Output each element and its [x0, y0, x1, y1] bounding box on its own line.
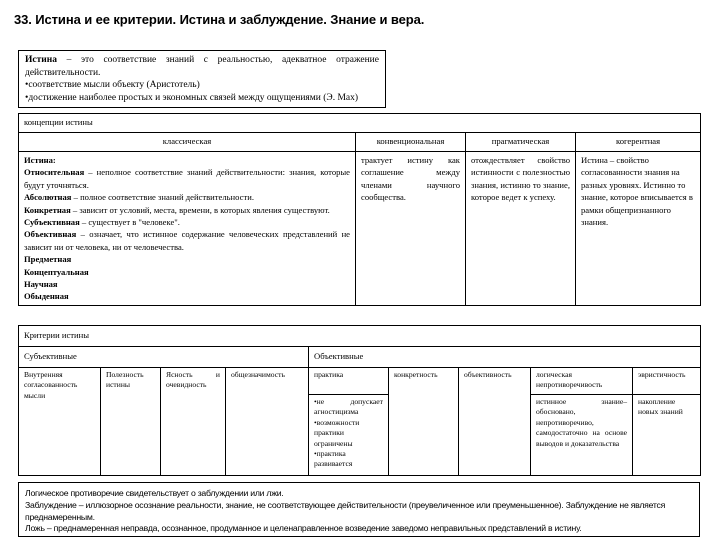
note-lie: Ложь – преднамеренная неправда, осознанное, продуманное и целенаправленное возведение заведомо неправильных представлений в истину.: [25, 523, 582, 534]
truth-definition-box: [18, 50, 386, 108]
concepts-header: концепции истины: [19, 114, 701, 133]
column-header-coherent: когерентная: [576, 133, 701, 152]
column-header-classical: классическая: [19, 133, 356, 152]
subjective-criteria-label: Субъективные: [19, 347, 309, 368]
truth-type-item: Конкретная – зависит от условий, места, времени, в которых явления существуют.: [24, 204, 330, 215]
page-title: 33. Истина и ее критерии. Истина и заблуждение. Знание и вера.: [14, 12, 425, 27]
note-contradiction: Логическое противоречие свидетельствует о заблуждении или лжи.: [25, 488, 284, 498]
criteria-header: Критерии истины: [19, 326, 701, 347]
truth-type-item: Концептуальная: [24, 266, 89, 277]
criterion-general-validity: общезначимость: [226, 368, 309, 476]
criterion-usefulness: Полезность истины: [101, 368, 161, 476]
conventional-cell: трактует истину как соглашение между членами научного сообщества.: [356, 152, 466, 306]
classical-cell: [19, 152, 356, 306]
column-header-pragmatic: прагматическая: [466, 133, 576, 152]
column-header-conventional: конвенциональная: [356, 133, 466, 152]
truth-type-item: Предметная: [24, 254, 72, 265]
heuristic-note: накопление новых знаний: [633, 395, 701, 476]
truth-type-item: Субъективная – существует в "человеке".: [24, 217, 180, 228]
criterion-objectivity: объективность: [459, 368, 531, 476]
truth-type-item: Объективная – означает, что истинное содержание человеческих представлений не зависит ни от человека, ни от человечества.: [24, 229, 350, 252]
definition-text: – это соответствие знаний с реальностью, адекватное отражение действительности.: [25, 55, 379, 78]
logic-note: истинное знание– обосновано, непротиворечиво, самодостаточно на основе выводов и доказательства: [531, 395, 633, 476]
criterion-clarity: Ясность и очевидность: [161, 368, 226, 476]
pragmatic-cell: отождествляет свойство истинности с полезностью знания, истинно то знание, которое ведет к успеху.: [466, 152, 576, 306]
objective-criteria-label: Объективные: [309, 347, 701, 368]
note-error: Заблуждение – иллюзорное осознание реальности, знание, не соответствующее действительности (преувеличенное или преуменьшенное). Заблуждение не является преднамеренным.: [25, 499, 666, 522]
definition-line: [25, 54, 379, 79]
error-and-lie-notes: [18, 482, 700, 537]
criterion-heuristic: эвристичность: [633, 368, 701, 395]
definition-bullet: •достижение наиболее простых и экономных связей между ощущениями (Э. Мах): [25, 92, 359, 103]
criterion-practice: практика: [309, 368, 389, 395]
truth-type-item: Научная: [24, 279, 58, 290]
classical-intro: Истина:: [24, 155, 56, 165]
truth-concepts-table: [18, 113, 701, 306]
coherent-cell: Истина – свойство согласованности знания на разных уровнях. Истинно то знание, которое вписывается в рамки общепризнанного знания.: [576, 152, 701, 306]
criterion-internal-consistency: Внутренняя согласованность мысли: [19, 368, 101, 476]
truth-criteria-table: [18, 325, 701, 476]
criterion-concreteness: конкретность: [389, 368, 459, 476]
truth-type-item: Обыденная: [24, 291, 69, 302]
truth-type-item: Абсолютная – полное соответствие знаний действительности.: [24, 192, 254, 203]
criterion-logical-consistency: логическая непротиворечивость: [531, 368, 633, 395]
definition-bullet: •соответствие мысли объекту (Аристотель): [25, 80, 200, 90]
practice-note: •не допускает агностицизма •возможности практики ограничены •практика развивается: [309, 395, 389, 476]
definition-term: Истина: [25, 55, 57, 65]
truth-type-item: Относительная – неполное соответствие знаний действительности: знания, которые будут уточняться.: [24, 167, 350, 190]
